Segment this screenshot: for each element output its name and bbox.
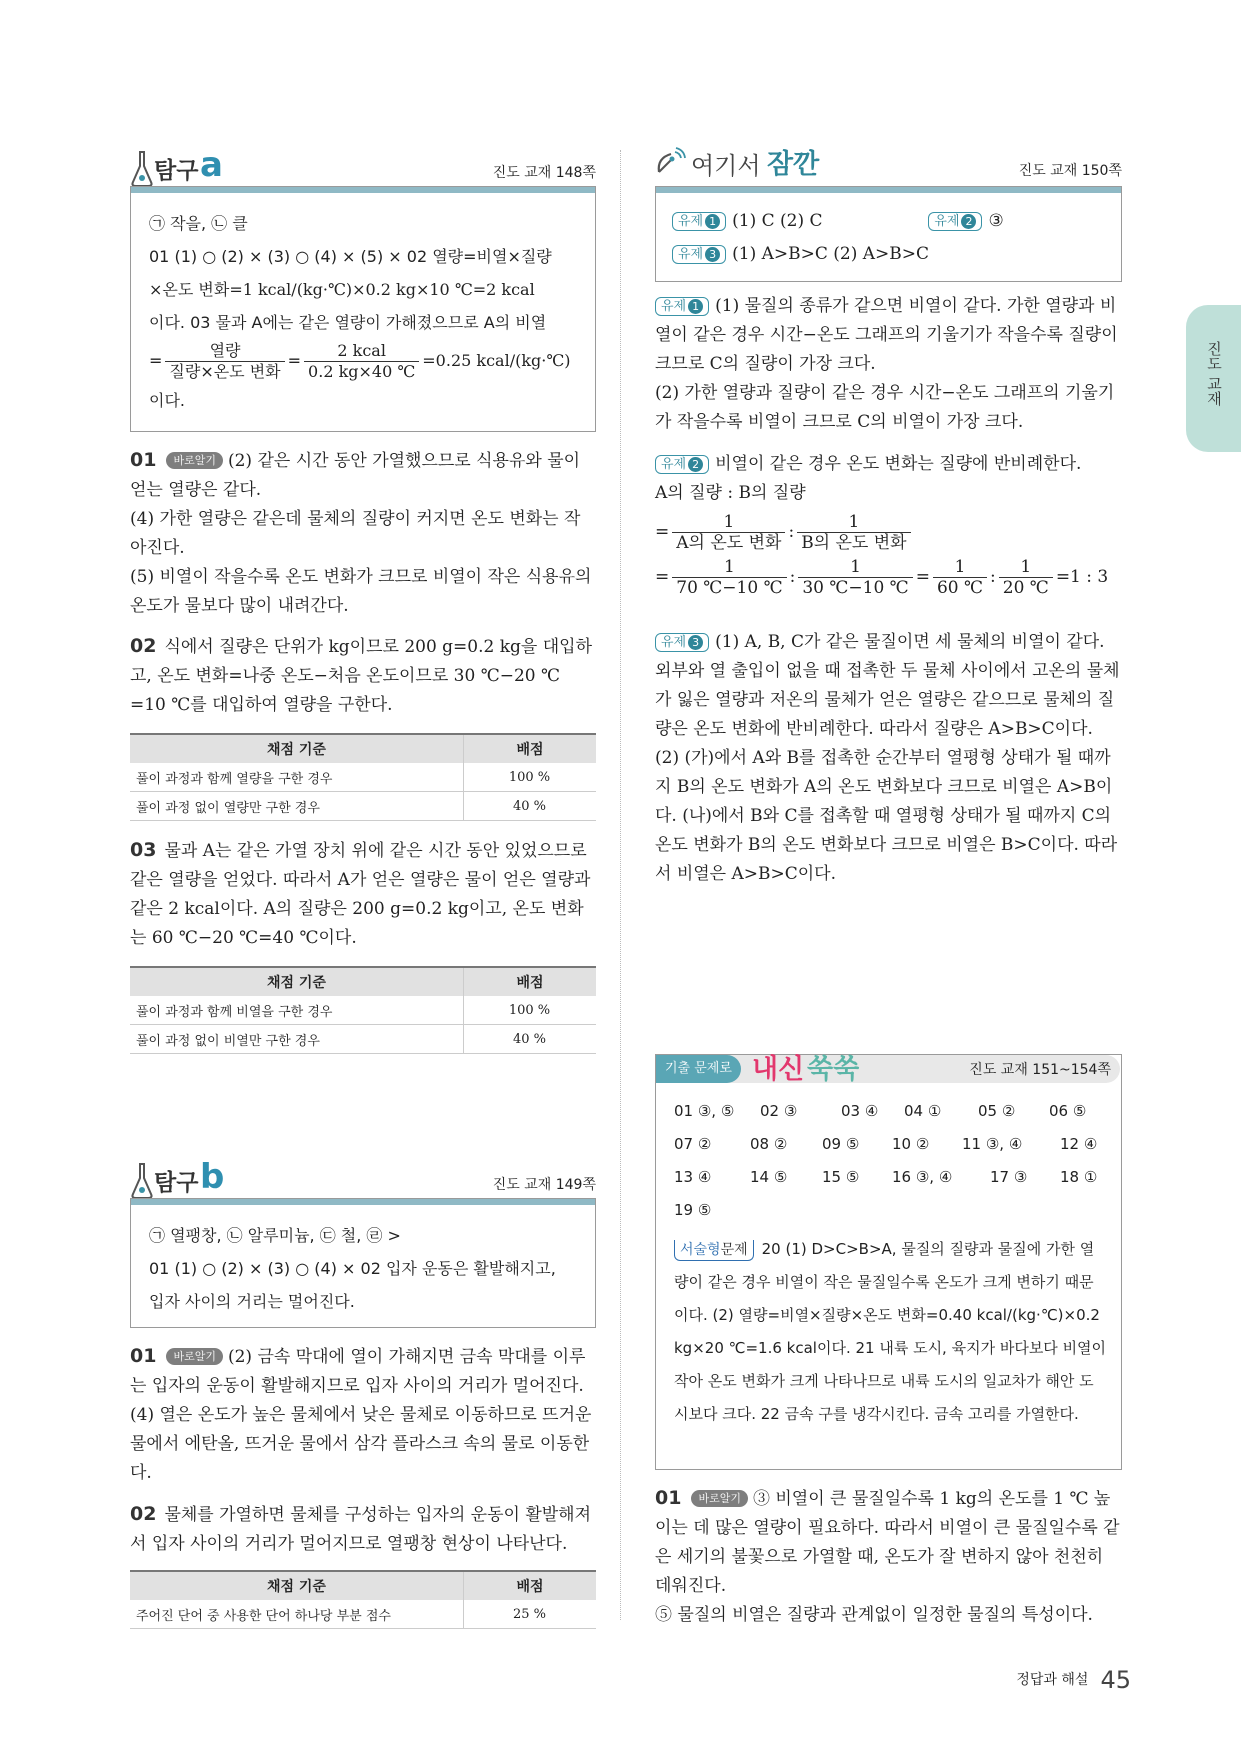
tamgu-a-title-prefix: 탐구 bbox=[154, 158, 199, 184]
table-row: 풀이 과정과 함께 비열을 구한 경우 100 % bbox=[130, 996, 596, 1025]
answer-item: 17 ③ bbox=[990, 1168, 1028, 1186]
tamgu-a-q02-table bbox=[130, 733, 596, 821]
essay-text: 20 (1) D>C>B>A, 물질의 질량과 물질에 가한 열량이 같은 경우 비열이 작은 물질일수록 온도가 크게 변하기 때문이다. (2) 열량=비열×질량×온도 변화=0.40 kcal/(kg·℃)×0.2 kg×20 ℃=1.6 kcal이다. 21 내륙 도시, 육지가 바다보다 비열이 작아 온도 변화가 크게 나타나므로 내륙 도시의 일교차가 해안 도시보다 크다. 22 금속 구를 냉각시킨다. 금속 고리를 가열한다. bbox=[674, 1240, 1107, 1423]
answer-row bbox=[674, 1095, 1114, 1128]
naesin-q01 bbox=[655, 1484, 1122, 1630]
u2-line2: A의 질량 : B의 질량 bbox=[655, 483, 806, 503]
naesin-title-a: 내신 bbox=[752, 1054, 805, 1085]
naesin-essay bbox=[674, 1233, 1108, 1431]
q01-text2: (4) 가한 열량은 같은데 물체의 질량이 커지면 온도 변화는 작아진다. bbox=[130, 509, 581, 558]
answer-item: 11 ③, ④ bbox=[962, 1135, 1023, 1153]
frac2-numerator: 2 kcal bbox=[304, 341, 419, 362]
flask-icon bbox=[130, 1162, 154, 1200]
side-tab[interactable] bbox=[1186, 305, 1241, 452]
tamgu-b-q02 bbox=[130, 1500, 596, 1559]
tamgu-b-box-line1: ㉠ 열팽창, ㉡ 알루미늄, ㉢ 철, ㉣ > bbox=[149, 1226, 401, 1245]
naesin-tag: 기출 문제로 bbox=[656, 1055, 741, 1083]
answer-item: 10 ② bbox=[892, 1135, 930, 1153]
u3-text: (1) A, B, C가 같은 물질이면 세 물체의 비열이 같다. 외부와 열 출입이 없을 때 접촉한 두 물체 사이에서 고온의 물체가 잃은 열량과 저온의 물체가 얻은 열량은 같으므로 물체의 질량은 온도 변화에 반비례한다. 따라서 질량은 A>B>C이다. bbox=[655, 632, 1120, 739]
q01-text2: (4) 열은 온도가 높은 물체에서 낮은 물체로 이동하므로 뜨거운 물에서 에탄올, 뜨거운 물에서 삼각 플라스크 속의 물로 이동한다. bbox=[130, 1405, 592, 1483]
frac1-denominator: 질량×온도 변화 bbox=[169, 362, 281, 381]
tamgu-b-page-ref: 진도 교재 149쪽 bbox=[492, 1177, 596, 1193]
q01-text: (2) 같은 시간 동안 가열했으므로 식용유와 물이 얻는 열량은 같다. bbox=[130, 451, 581, 500]
answer-item: 19 ⑤ bbox=[674, 1201, 712, 1219]
answer-item: 07 ② bbox=[674, 1135, 712, 1153]
q02-number: 02 bbox=[130, 1503, 157, 1525]
q01-number: 01 bbox=[655, 1487, 682, 1509]
naesin-answer-grid bbox=[674, 1095, 1114, 1227]
tamgu-b-title-prefix: 탐구 bbox=[154, 1170, 199, 1196]
q03-number: 03 bbox=[130, 839, 157, 861]
tamgu-b-box-line2: 01 (1) ○ (2) × (3) ○ (4) × 02 입자 운동은 활발해지고, bbox=[149, 1259, 556, 1278]
yeogiseo-title-bold: 잠깐 bbox=[767, 149, 820, 180]
example-badge-3: 유제 3 bbox=[672, 245, 726, 264]
table-row: 풀이 과정 없이 열량만 구한 경우 40 % bbox=[130, 792, 596, 821]
table-header-criteria: 채점 기준 bbox=[130, 967, 464, 996]
table-header-score: 배점 bbox=[464, 734, 597, 763]
answer-item: 09 ⑤ bbox=[822, 1135, 860, 1153]
yeogiseo-u3 bbox=[655, 628, 1122, 889]
frac-result: =0.25 kcal/(kg·℃) bbox=[422, 351, 571, 370]
tamgu-a-formula: = $\frac{\text{열량}}{\text{질량×온도 변화}}$ = $\frac{\text{2 kcal}}{0.2 kg\times 40 ℃}$ =0.25 kcal/(kg·℃) bbox=[149, 341, 571, 381]
answer-row bbox=[674, 1128, 1114, 1161]
tamgu-a-box-line4: 이다. 03 물과 A에는 같은 열량이 가해졌으므로 A의 비열 bbox=[149, 313, 547, 332]
q03-text: 물과 A는 같은 가열 장치 위에 같은 시간 동안 있었으므로 같은 열량을 얻었다. 따라서 A가 얻은 열량은 물이 얻은 열량과 같은 2 kcal이다. A의 질량은 200 g=0.2 kg이고, 온도 변화는 60 ℃−20 ℃=40 ℃이다. bbox=[130, 841, 591, 948]
answer-item: 15 ⑤ bbox=[822, 1168, 860, 1186]
q01-text: ③ 비열이 큰 물질일수록 1 kg의 온도를 1 ℃ 높이는 데 많은 열량이 필요하다. 따라서 비열이 큰 물질일수록 같은 세기의 불꽃으로 가열할 때, 온도가 잘 변하지 않아 천천히 데워진다. bbox=[655, 1489, 1120, 1596]
frac1-numerator: 열량 bbox=[165, 341, 284, 362]
satellite-dish-icon bbox=[655, 146, 687, 178]
table-header-score: 배점 bbox=[464, 967, 597, 996]
answer-row bbox=[674, 1194, 1114, 1227]
tamgu-a-title-letter: a bbox=[200, 145, 223, 185]
correction-badge: 바로알기 bbox=[166, 1348, 223, 1365]
naesin-page-ref: 진도 교재 151~154쪽 bbox=[969, 1062, 1111, 1078]
u1-text2: (2) 가한 열량과 질량이 같은 경우 시간−온도 그래프의 기울기가 작을수록 비열이 크므로 C의 비열이 가장 크다. bbox=[655, 383, 1115, 432]
q02-number: 02 bbox=[130, 635, 157, 657]
naesin-title-b: 쑥쑥 bbox=[807, 1054, 860, 1085]
tamgu-a-box-line6: 이다. bbox=[149, 391, 185, 410]
essay-badge: 서술형문제 bbox=[674, 1240, 754, 1261]
table-header-score: 배점 bbox=[464, 1571, 597, 1600]
answer-item: 13 ④ bbox=[674, 1168, 712, 1186]
answer-item: 03 ④ bbox=[841, 1102, 879, 1120]
side-tab-label: 진도 교재 bbox=[1205, 341, 1223, 406]
answer-item: 05 ② bbox=[978, 1102, 1016, 1120]
answer-item: 01 ③, ⑤ bbox=[674, 1102, 735, 1120]
q01-number: 01 bbox=[130, 449, 157, 471]
tamgu-a-q01 bbox=[130, 446, 596, 621]
yeogiseo-answer-box bbox=[655, 186, 1122, 282]
example-badge-2: 유제 2 bbox=[655, 455, 709, 474]
tamgu-b-q01 bbox=[130, 1342, 596, 1488]
example-badge-1: 유제 1 bbox=[655, 297, 709, 316]
column-divider bbox=[620, 150, 621, 1620]
table-header-criteria: 채점 기준 bbox=[130, 734, 464, 763]
q01-text3: (5) 비열이 작을수록 온도 변화가 크므로 비열이 작은 식용유의 온도가 물보다 많이 내려간다. bbox=[130, 567, 592, 616]
table-header-criteria: 채점 기준 bbox=[130, 1571, 464, 1600]
answer-item: 04 ① bbox=[904, 1102, 942, 1120]
example-2-answer: ③ bbox=[988, 211, 1004, 231]
yeogiseo-page-ref: 진도 교재 150쪽 bbox=[1018, 163, 1122, 179]
q01-number: 01 bbox=[130, 1345, 157, 1367]
tamgu-a-q03-table bbox=[130, 966, 596, 1054]
tamgu-a-answer-box bbox=[130, 186, 596, 432]
tamgu-a-box-line3: ×온도 변화=1 kcal/(kg·℃)×0.2 kg×10 ℃=2 kcal bbox=[149, 280, 535, 299]
yeogiseo-u1 bbox=[655, 292, 1122, 437]
tamgu-a-q03 bbox=[130, 836, 596, 953]
footer-label: 정답과 해설 bbox=[1016, 1672, 1089, 1688]
q01-text: (2) 금속 막대에 열이 가해지면 금속 막대를 이루는 입자의 운동이 활발해지므로 입자 사이의 거리가 멀어진다. bbox=[130, 1347, 586, 1396]
table-row: 주어진 단어 중 사용한 단어 하나당 부분 점수 25 % bbox=[130, 1600, 596, 1629]
table-row: 풀이 과정과 함께 열량을 구한 경우 100 % bbox=[130, 763, 596, 792]
tamgu-a-header bbox=[130, 145, 596, 190]
example-1-answer: (1) C (2) C bbox=[732, 211, 823, 231]
correction-badge: 바로알기 bbox=[691, 1490, 748, 1507]
tamgu-a-page-ref: 진도 교재 148쪽 bbox=[492, 165, 596, 181]
answer-item: 08 ② bbox=[750, 1135, 788, 1153]
tamgu-b-q02-table bbox=[130, 1570, 596, 1629]
u3-text2: (2) (가)에서 A와 B를 접촉한 순간부터 열평형 상태가 될 때까지 B의 온도 변화가 A의 온도 변화보다 크므로 비열은 A>B이다. (나)에서 B와 C를 접촉할 때 열평형 상태가 될 때까지 C의 온도 변화가 B의 온도 변화보다 크므로 비열은 B>C이다. 따라서 비열은 A>B>C이다. bbox=[655, 748, 1118, 884]
q02-text: 식에서 질량은 단위가 kg이므로 200 g=0.2 kg을 대입하고, 온도 변화=나중 온도−처음 온도이므로 30 ℃−20 ℃ =10 ℃를 대입하여 열량을 구한다. bbox=[130, 637, 593, 715]
answer-item: 14 ⑤ bbox=[750, 1168, 788, 1186]
q01-text2: ⑤ 물질의 비열은 질량과 관계없이 일정한 물질의 특성이다. bbox=[655, 1605, 1093, 1625]
page-number: 45 bbox=[1100, 1666, 1131, 1694]
tamgu-a-box-line1: ㉠ 작을, ㉡ 클 bbox=[149, 214, 248, 233]
correction-badge: 바로알기 bbox=[166, 452, 223, 469]
example-3-answer: (1) A>B>C (2) A>B>C bbox=[732, 244, 930, 264]
yeogiseo-u2 bbox=[655, 450, 1122, 602]
tamgu-b-title-letter: b bbox=[200, 1157, 225, 1197]
frac2-denominator: 0.2 kg×40 ℃ bbox=[308, 362, 416, 381]
answer-item: 18 ① bbox=[1060, 1168, 1098, 1186]
example-badge-2: 유제 2 bbox=[928, 212, 982, 231]
tamgu-b-answer-box bbox=[130, 1198, 596, 1328]
u2-ratio-formula: = $\frac{1}{\text{A의 온도 변화}}$ : $\frac{1}{\text{B의 온도 변화}}$ bbox=[655, 512, 1122, 553]
example-badge-3: 유제 3 bbox=[655, 633, 709, 652]
answer-item: 02 ③ bbox=[760, 1102, 798, 1120]
flask-icon bbox=[130, 150, 154, 188]
naesin-answer-box bbox=[655, 1054, 1122, 1470]
tamgu-b-header bbox=[130, 1157, 596, 1202]
page-footer bbox=[1016, 1666, 1131, 1694]
yeogiseo-header bbox=[655, 142, 1122, 186]
u1-text: (1) 물질의 종류가 같으면 비열이 같다. 가한 열량과 비열이 같은 경우 시간−온도 그래프의 기울기가 작을수록 질량이 크므로 C의 질량이 가장 크다. bbox=[655, 296, 1118, 374]
u2-ratio-result: = $\frac{1}{70 ℃-10 ℃}$ : $\frac{1}{30 ℃-10 ℃}$ = $\frac{1}{60 ℃}$ : $\frac{1}{20 ℃}$ =1 : 3 bbox=[655, 557, 1109, 598]
tamgu-a-box-line2: 01 (1) ○ (2) × (3) ○ (4) × (5) × 02 열량=비열×질량 bbox=[149, 247, 552, 266]
table-row: 풀이 과정 없이 비열만 구한 경우 40 % bbox=[130, 1025, 596, 1054]
q02-text: 물체를 가열하면 물체를 구성하는 입자의 운동이 활발해져서 입자 사이의 거리가 멀어지므로 열팽창 현상이 나타난다. bbox=[130, 1505, 592, 1554]
example-badge-1: 유제 1 bbox=[672, 212, 726, 231]
answer-item: 12 ④ bbox=[1060, 1135, 1098, 1153]
tamgu-b-box-line3: 입자 사이의 거리는 멀어진다. bbox=[149, 1292, 355, 1311]
u2-text: 비열이 같은 경우 온도 변화는 질량에 반비례한다. bbox=[715, 454, 1082, 474]
answer-item: 06 ⑤ bbox=[1049, 1102, 1087, 1120]
yeogiseo-title-light: 여기서 bbox=[691, 152, 761, 180]
answer-row bbox=[674, 1161, 1114, 1194]
answer-item: 16 ③, ④ bbox=[892, 1168, 953, 1186]
tamgu-a-q02 bbox=[130, 632, 596, 720]
